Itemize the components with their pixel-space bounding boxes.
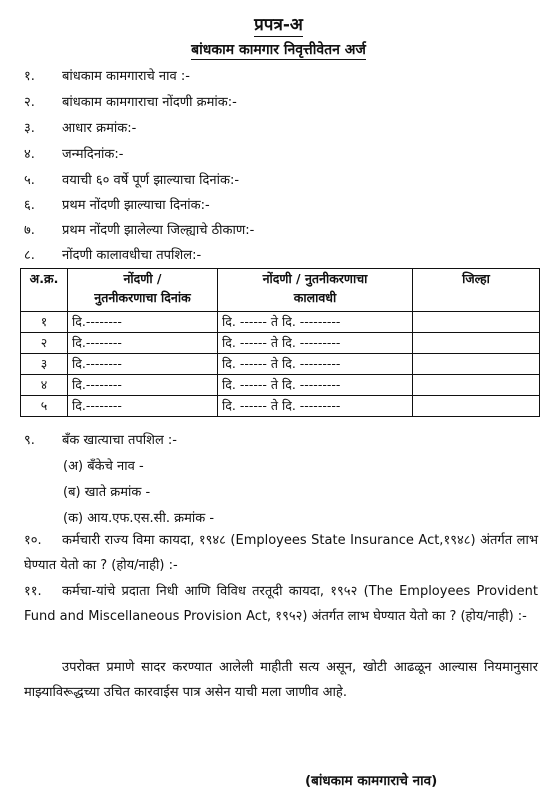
header-district: जिल्हा	[413, 269, 540, 312]
field-registration-period: ८. नोंदणी कालावधीचा तपशिल:-	[24, 248, 202, 263]
row-period[interactable]: दि. ------ ते दि. ---------	[218, 396, 413, 417]
header-renewal-date: नोंदणी / नुतनीकरणाचा दिनांक	[68, 269, 218, 312]
field-worker-name: १. बांधकाम कामगाराचे नाव :-	[24, 69, 190, 84]
row-district[interactable]	[413, 354, 540, 375]
table-row	[21, 333, 540, 354]
row-period[interactable]: दि. ------ ते दि. ---------	[218, 333, 413, 354]
form-title: प्रपत्र-अ	[254, 15, 303, 35]
field-bank-details: ९. बँक खात्याचा तपशिल :-	[24, 433, 177, 448]
field-first-registration-date: ६. प्रथम नोंदणी झाल्याचा दिनांक:-	[24, 198, 210, 213]
row-date[interactable]: दि.--------	[68, 312, 218, 333]
row-district[interactable]	[413, 333, 540, 354]
row-serial: ५	[21, 396, 68, 417]
row-date[interactable]: दि.--------	[68, 354, 218, 375]
row-period[interactable]: दि. ------ ते दि. ---------	[218, 375, 413, 396]
row-period[interactable]: दि. ------ ते दि. ---------	[218, 312, 413, 333]
table-row	[21, 396, 540, 417]
row-serial: २	[21, 333, 68, 354]
field-registration-number: २. बांधकाम कामगाराचा नोंदणी क्रमांक:-	[24, 95, 237, 110]
row-district[interactable]	[413, 312, 540, 333]
table-row	[21, 354, 540, 375]
declaration-text: उपरोक्त प्रमाणे सादर करण्यात आलेली माहीती सत्य असून, खोटी आढळून आल्यास नियमानुसार माझ्याविरूद्धच्या उचित कारवाईस पात्र असेन याची मला जाणीव आहे.	[24, 660, 538, 700]
row-district[interactable]	[413, 396, 540, 417]
row-date[interactable]: दि.--------	[68, 375, 218, 396]
form-subtitle: बांधकाम कामगार निवृत्तीवेतन अर्ज	[191, 42, 366, 58]
header-renewal-period: नोंदणी / नुतनीकरणाचा कालावधी	[218, 269, 413, 312]
table-header-row	[21, 269, 540, 312]
field-aadhaar-number: ३. आधार क्रमांक:-	[24, 121, 137, 136]
row-serial: १	[21, 312, 68, 333]
question-epf-act: ११. कर्मचा-यांचे प्रदाता निधी आणि विविध तरतूदी कायदा, १९५२ (The Employees Provident Fund and Miscellaneous Provision Act, १९५२) अंतर्गत लाभ घेण्यात येतो का ? (होय/नाही) :-	[24, 584, 538, 624]
row-district[interactable]	[413, 375, 540, 396]
row-period[interactable]: दि. ------ ते दि. ---------	[218, 354, 413, 375]
field-ifsc-code: (क) आय.एफ.एस.सी. क्रमांक -	[63, 511, 215, 526]
table-row	[21, 375, 540, 396]
field-account-number: (ब) खाते क्रमांक -	[63, 485, 151, 500]
table-row	[21, 312, 540, 333]
signature-label: (बांधकाम कामगाराचे नाव)	[305, 773, 438, 789]
row-date[interactable]: दि.--------	[68, 396, 218, 417]
field-age-60-date: ५. वयाची ६० वर्षे पूर्ण झाल्याचा दिनांक:-	[24, 173, 240, 188]
field-birth-date: ४. जन्मदिनांक:-	[24, 147, 124, 162]
header-serial: अ.क्र.	[21, 269, 68, 312]
row-serial: ४	[21, 375, 68, 396]
field-first-registration-district: ७. प्रथम नोंदणी झालेल्या जिल्ह्याचे ठीकाण:-	[24, 223, 255, 238]
row-date[interactable]: दि.--------	[68, 333, 218, 354]
row-serial: ३	[21, 354, 68, 375]
field-bank-name: (अ) बँकेचे नाव -	[63, 459, 144, 474]
question-esi-act: १०. कर्मचारी राज्य विमा कायदा, १९४८ (Employees State Insurance Act,१९४८) अंतर्गत लाभ घेण्यात येतो का ? (होय/नाही) :-	[24, 533, 538, 573]
registration-period-table	[20, 268, 540, 417]
